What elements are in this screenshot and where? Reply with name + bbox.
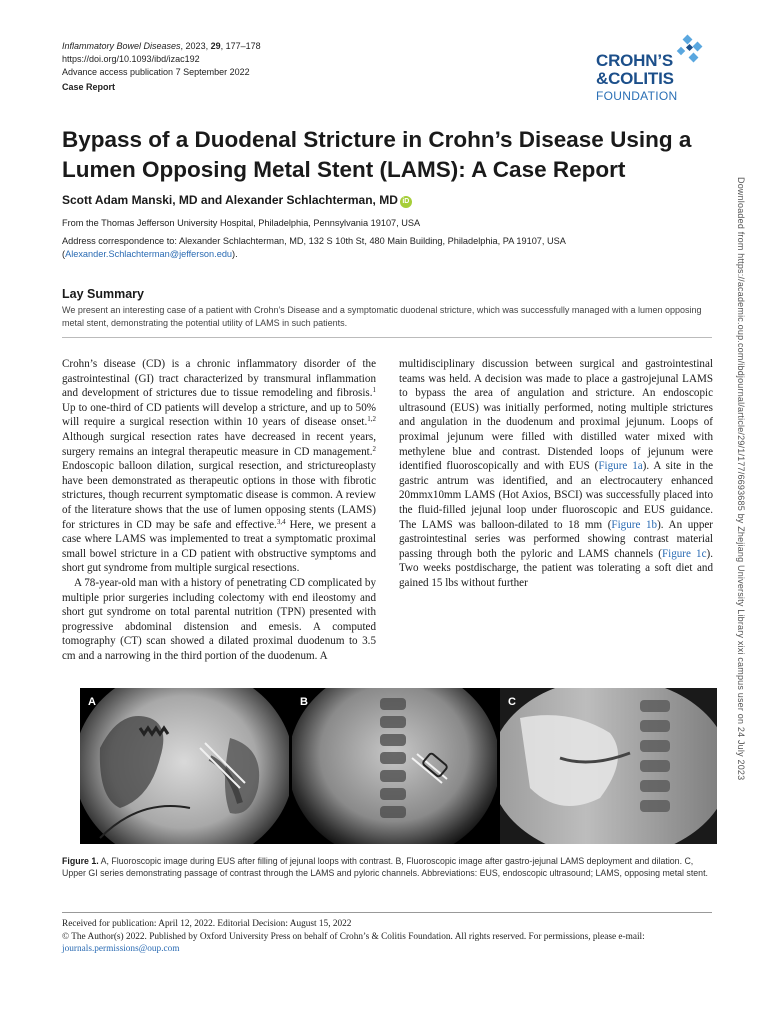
received-dates: Received for publication: April 12, 2022. Editorial Decision: August 15, 2022 — [62, 919, 352, 929]
caption-text: A, Fluoroscopic image during EUS after filling of jejunal loops with contrast. B, Fluoroscopic image after gastro-jejunal LAMS deployment and dilation. C, Upper GI series demonstrating passage of contrast through the LAMS and pyloric channels. Abbreviations: EUS, endoscopic ultrasound; LAMS, opposing metal stent. — [62, 856, 708, 879]
figure-1 — [80, 688, 717, 844]
journal-citation — [62, 40, 362, 53]
body-paragraph-2: A 78-year-old man with a history of penetrating CD complicated by multiple prior surgeries including colectomy with end ileostomy and short gut syndrome on total parental nutrition (TPN) presented with progressive abdominal distension and emesis. A computed tomography (CT) scan showed a dilated proximal duodenum to 3.5 cm and a narrowing in the third portion of the duodenum. A — [62, 576, 376, 662]
affiliation: From the Thomas Jefferson University Hospital, Philadelphia, Pennsylvania 19107, USA — [62, 218, 421, 228]
panel-label-c: C — [508, 696, 516, 708]
body-column-left — [62, 357, 376, 663]
figure-panel-b — [292, 688, 497, 844]
reference-link[interactable]: 1,2 — [367, 415, 376, 424]
author-list — [62, 193, 412, 208]
figure-1b-link[interactable]: Figure 1b — [611, 518, 658, 531]
address-text: Address correspondence to: Alexander Schlachterman, MD, 132 S 10th St, 480 Main Building, Philadelphia, PA 19107, USA ( — [62, 236, 566, 259]
doi-link[interactable]: https://doi.org/10.1093/ibd/izac192 — [62, 54, 200, 64]
paragraph-text: ). An upper gastrointestinal series was performed showing contrast material passing through both the pyloric and LAMS channels ( — [399, 518, 713, 560]
reference-link[interactable]: 1 — [372, 386, 376, 395]
fluoroscopy-image-a — [80, 688, 289, 844]
section-divider — [62, 337, 712, 338]
journal-pages: , 177–178 — [220, 41, 261, 51]
figure-1c-link[interactable]: Figure 1c — [661, 547, 707, 560]
lay-summary-heading: Lay Summary — [62, 287, 144, 301]
journal-header — [62, 40, 362, 94]
logo-line-2: &COLITIS — [596, 69, 674, 88]
panel-label-b: B — [300, 696, 308, 708]
article-title: Bypass of a Duodenal Stricture in Crohn’s Disease Using a Lumen Opposing Metal Stent (LAMS): A Case Report — [62, 127, 692, 182]
foundation-logo — [586, 34, 710, 104]
caption-label: Figure 1. — [62, 856, 99, 866]
advance-access-date: Advance access publication 7 September 2022 — [62, 67, 250, 77]
body-paragraph-1 — [62, 357, 376, 576]
figure-panel-a — [80, 688, 289, 844]
reference-link[interactable]: 3,4 — [276, 517, 286, 526]
figure-panel-c — [500, 688, 717, 844]
correspondence-email-link[interactable]: Alexander.Schlachterman@jefferson.edu — [65, 249, 233, 259]
publication-footer — [62, 918, 722, 956]
journal-volume: 29 — [210, 41, 221, 51]
authors-text: Scott Adam Manski, MD and Alexander Schlachterman, MD — [62, 193, 398, 207]
logo-line-3: FOUNDATION — [596, 89, 678, 103]
body-column-right — [399, 357, 713, 591]
paragraph-text: ). A site in the gastric antrum was identified, and an electrocautery enhanced 20mmx10mm LAMS (Hot Axios, BSCI) was successfully placed into the fluid-filled jejunal loop under fluoroscopic and EUS guidance. The LAMS was balloon-dilated to 18 mm ( — [399, 460, 714, 531]
orcid-icon[interactable]: iD — [400, 196, 412, 208]
fluoroscopy-image-c — [500, 688, 717, 844]
paragraph-text: Although surgical resection rates have decreased in recent years, surgery remains an integral therapeutic measure in CD management. — [62, 430, 376, 458]
paragraph-text: Here, we present a case where LAMS was implemented to treat a symptomatic proximal small bowel stricture in a CD patient with obstructive symptoms and short gut syndrome from multiple surgical resections. — [62, 518, 376, 575]
body-paragraph-2-continued — [399, 357, 713, 591]
paragraph-text: Endoscopic balloon dilation, surgical resection, and strictureoplasty have been demonstrated as therapeutic options in those with fibrotic strictures, though recurrent symptomatic disease is common. A review of the literature shows that the use of lumen opposing stents (LAMS) for strictures in CD may be safe and effective. — [62, 460, 376, 531]
download-watermark — [734, 177, 748, 837]
paragraph-text: Crohn’s disease (CD) is a chronic inflammatory disorder of the gastrointestinal (GI) tract characterized by transmural inflammation and development of strictures due to tissue remodeling and fibrosis. — [62, 358, 376, 400]
figure-1a-link[interactable]: Figure 1a — [598, 460, 643, 473]
paragraph-text: multidisciplinary discussion between surgical and gastrointestinal teams was held. A decision was made to place a gastrojejunal LAMS to bypass the area of angulation and stricture. An endoscopic ultrasound (EUS) was initially performed, noting multiple strictures and angulation in the duodenum and proximal jejunum. Loops of proximal jejunum were filled with distilled water mixed with methylene blue and contrast. Distended loops of jejunum were identified fluoroscopically and with EUS ( — [399, 358, 713, 473]
logo-mark-icon — [670, 34, 706, 68]
paragraph-text: Up to one-third of CD patients will develop a stricture, and up to 50% will require a surgical resection within 10 years of disease onset. — [62, 401, 376, 429]
fluoroscopy-image-b — [292, 688, 497, 844]
copyright-notice: © The Author(s) 2022. Published by Oxford University Press on behalf of Crohn’s & Colitis Foundation. All rights reserved. For permissions, please e-mail: — [62, 931, 645, 942]
download-note-text: Downloaded from https://academic.oup.com/ibdjournal/article/29/1/177/6693685 by Zhejiang University Library xixi campus user on 24 July 2023 — [736, 177, 746, 781]
figure-caption — [62, 855, 717, 880]
journal-year: , 2023, — [180, 41, 211, 51]
journal-name: Inflammatory Bowel Diseases — [62, 41, 181, 51]
correspondence-address — [62, 235, 702, 261]
permissions-email-link[interactable]: journals.permissions@oup.com — [62, 944, 180, 955]
article-type: Case Report — [62, 82, 116, 92]
paragraph-text: ). Two weeks postdischarge, the patient was tolerating a soft diet and gained 15 lbs without further — [399, 547, 713, 589]
lay-summary-text: We present an interesting case of a patient with Crohn’s Disease and a symptomatic duodenal stricture, which was successfully managed with a lumen opposing metal stent, demonstrating the potential utility of LAMS in such patients. — [62, 305, 702, 328]
panel-label-a: A — [88, 696, 96, 708]
address-suffix: ). — [232, 249, 238, 259]
footer-divider — [62, 912, 712, 913]
reference-link[interactable]: 2 — [372, 444, 376, 453]
logo-line-1: CROHN’S — [596, 51, 673, 70]
